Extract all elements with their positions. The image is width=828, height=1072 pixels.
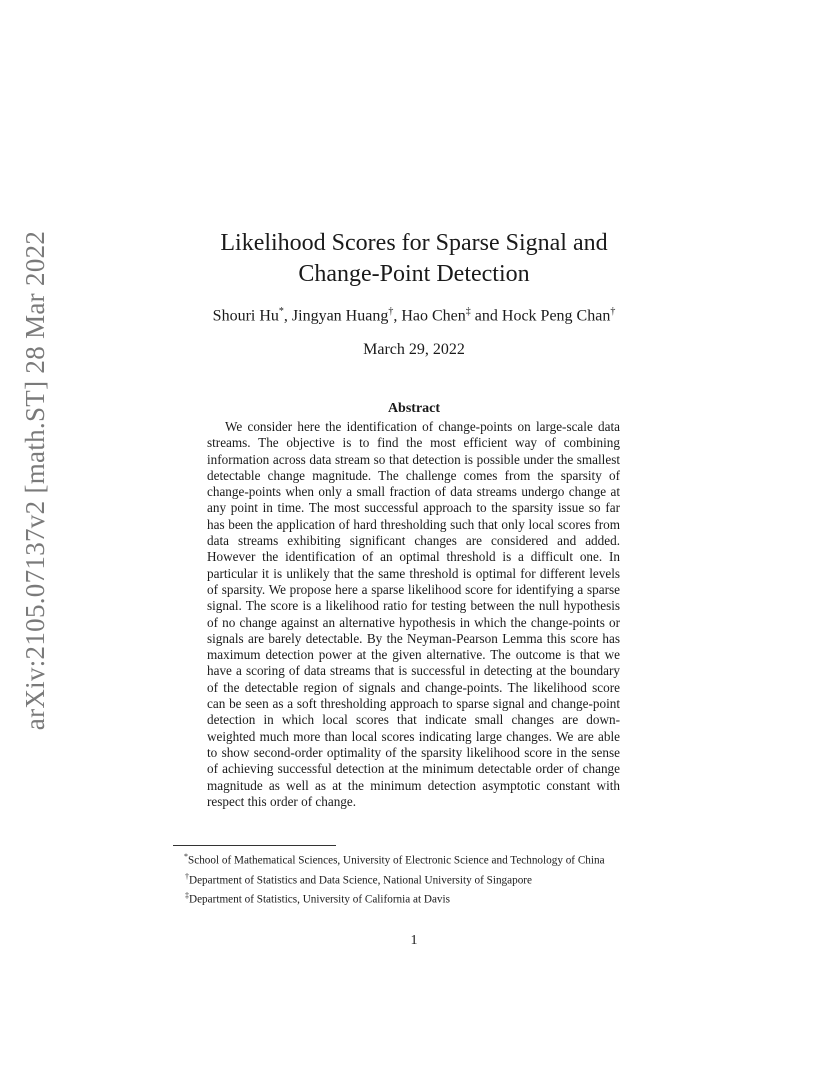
footnote-text: Department of Statistics and Data Science, National University of Singapore [189, 874, 532, 887]
author-affiliation-mark: † [610, 306, 616, 317]
abstract-body: We consider here the identification of change-points on large-scale data streams. The objective is to find the most efficient way of combining information across data stream so that detection is possible under the smallest detectable change magnitude. The challenge comes from the sparsity of change-points when only a small fraction of data streams undergo change at any point in time. The most successful approach to the sparsity issue so far has been the application of hard thresholding such that only local scores from data streams exhibiting significant changes are considered and added. However the identification of an optimal threshold is a difficult one. In particular it is unlikely that the same threshold is optimal for different levels of sparsity. We propose here a sparse likelihood score for identifying a sparse signal. The score is a likelihood ratio for testing between the null hypothesis of no change against an alternative hypothesis in which the change-points or signals are barely detectable. By the Neyman-Pearson Lemma this score has maximum detection power at the given alternative. The outcome is that we have a scoring of data streams that is successful in detecting at the boundary of the detectable region of signals and change-points. The likelihood score can be seen as a soft thresholding approach to sparse signal and change-point detection in which local scores that indicate small changes are down-weighted much more than local scores indicating large changes. We are able to show second-order optimality of the sparsity likelihood score in the sense of achieving successful detection at the minimum detectable order of change magnitude as well as at the minimum detection asymptotic constant with respect this order of change. [207, 419, 620, 809]
footnote-mark: † [185, 871, 189, 881]
footnote-text: School of Mathematical Sciences, University of Electronic Science and Technology of China [188, 854, 605, 867]
author-separator: , [393, 307, 402, 325]
author-separator: , [283, 307, 292, 325]
footnote-mark: * [184, 852, 188, 861]
abstract-heading: Abstract [387, 401, 441, 416]
footnote-mark: ‡ [185, 891, 189, 901]
title-line-1: Likelihood Scores for Sparse Signal and [220, 230, 608, 256]
page-number: 1 [410, 933, 418, 948]
footnote-text: Department of Statistics, University of California at Davis [189, 894, 450, 907]
footnote [172, 869, 658, 889]
arxiv-stamp-text: arXiv:2105.07137v2 [math.ST] 28 Mar 2022 [20, 230, 51, 730]
title-line-2: Change-Point Detection [298, 261, 530, 287]
author-separator: and [470, 307, 502, 325]
footnote-divider [173, 845, 336, 846]
paper-title [120, 228, 708, 290]
author-affiliation-mark: ‡ [465, 306, 471, 317]
footnotes [172, 849, 658, 908]
author-list [120, 306, 708, 325]
arxiv-side-stamp [14, 230, 58, 730]
author-name: Hock Peng Chan [501, 307, 611, 325]
author-name: Hao Chen [401, 307, 466, 325]
footnote [172, 888, 658, 908]
footnote [172, 849, 658, 869]
author-name: Jingyan Huang [291, 307, 389, 325]
author-affiliation-mark: * [278, 306, 284, 317]
author-affiliation-mark: † [388, 306, 394, 317]
author-name: Shouri Hu [212, 307, 279, 325]
publication-date: March 29, 2022 [363, 341, 465, 358]
